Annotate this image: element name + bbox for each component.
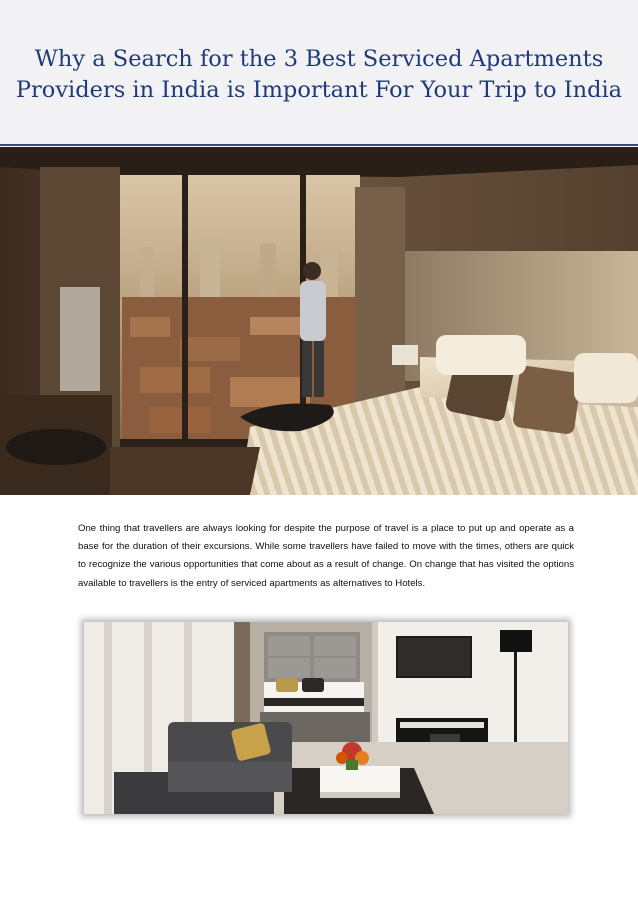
intro-paragraph: One thing that travellers are always looking for despite the purpose of travel is a place to put up and operate as a base for the duration of their excursions. While some travellers have failed to move with the times, others are quick to recognize the various opportunities that come about as a result of change. On change that has visited the options available to travellers is the entry of serviced apartments as alternatives to Hotels. xyxy=(78,523,574,589)
page-title: Why a Search for the 3 Best Serviced Apartments Providers in India is Important For Your Trip to India xyxy=(15,46,623,103)
hotel-room-photo xyxy=(0,147,638,495)
title-band xyxy=(0,0,638,146)
apartment-interior-photo xyxy=(84,622,568,814)
